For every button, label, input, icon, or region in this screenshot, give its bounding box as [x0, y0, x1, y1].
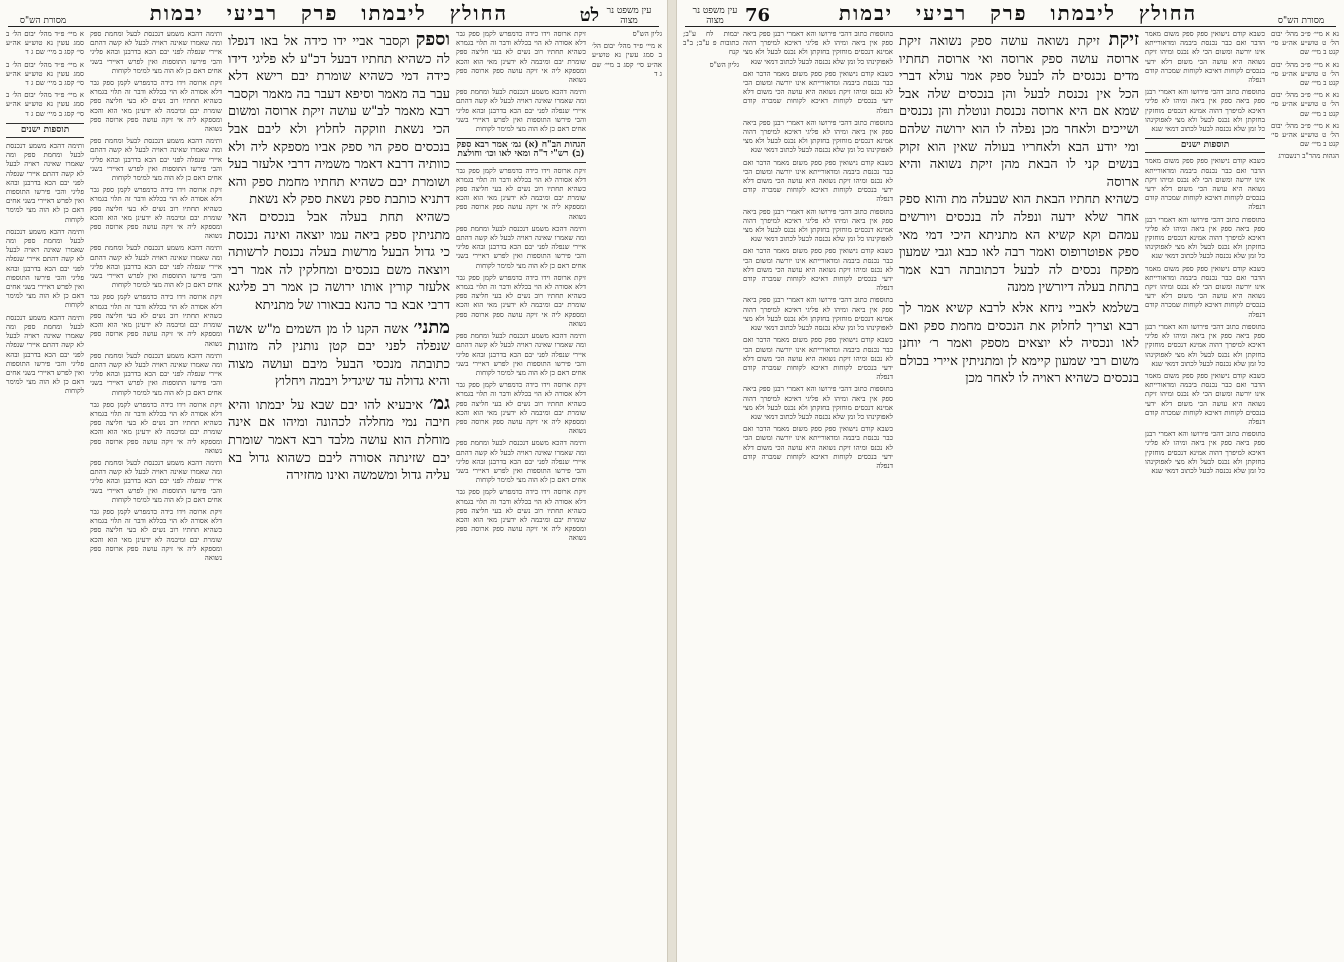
tosafot-column [90, 30, 222, 956]
page-header [8, 1, 659, 27]
rashi-text-4: בתוספות כתוב דהכי פירושו והא דאמרי רבנן ספק ביאה ספק אין ביאה ומיהו לא פליגי דאיכא למיפרך דהוה אמינא דנכסים מוחזקין בחזקתן ולא נכנס לבעל ולא מצי לאפוקינהו כל זמן שלא נכנסה לבעל לכתוב דמאי שנא [1145, 215, 1265, 261]
tosafot-yeshanim-heading: תוספות ישנים [6, 123, 84, 138]
tosafot-yeshanim-text-2: ותימה דהכא משמע דנכנסת לבעל ומחמת ספק ומה שאמרו שאינה ראויה לבעל לא קשה דהתם איירי שנפלה לפני יבם הכא בדרבנן ובהא פליגי והכי פירשו התוספות ואין לפרש דאיירי בשני אחים דאם כן לא הוה מצי למימר לקוחות [6, 227, 84, 310]
tosafot-text-6: זיקת ארוסה וידו כידה כדמפרש לקמן ספק גבר דלא אסורה לא הוי בכללא ודבר זה תלוי בגמרא כשהיא תחתיו רוב נשים לא בעי חליצה ספק שומרת יבם ומיבמה לא ידעינן מאי הוא והכא ומספקא ליה אי זיקה עושה ספק ארוסה ספק נשואה [90, 293, 222, 348]
mesorah-refs: יבמות לח ע"ב; כתובות פ ע"ב; ב"ב קנח [683, 30, 739, 57]
tosafot-text-2: זיקת ארוסה וידו כידה כדמפרש לקמן ספק גבר דלא אסורה לא הוי בכללא ודבר זה תלוי בגמרא כשהיא תחתיו רוב נשים לא בעי חליצה ספק שומרת יבם ומיבמה לא ידעינן מאי הוא והכא ומספקא ליה אי זיקה עושה ספק ארוסה ספק נשואה [90, 79, 222, 134]
ein-mishpat-column [6, 30, 84, 956]
mishnah-label: מתני׳ [413, 316, 450, 338]
gemara-label: גמ׳ [429, 392, 450, 414]
rashi-text-8: ותימה דהכא משמע דנכנסת לבעל ומחמת ספק ומה שאמרו שאינה ראויה לבעל לא קשה דהתם איירי שנפלה לפני יבם הכא בדרבנן ובהא פליגי והכי פירשו התוספות ואין לפרש דאיירי בשני אחים דאם כן לא הוה מצי למימר לקוחות [456, 439, 586, 485]
rashi-text-5: זיקת ארוסה וידו כידה כדמפרש לקמן ספק גבר דלא אסורה לא הוי בכללא ודבר זה תלוי בגמרא כשהיא תחתיו רוב נשים לא בעי חליצה ספק שומרת יבם ומיבמה לא ידעינן מאי הוא והכא ומספקא ליה אי זיקה עושה ספק ארוסה ספק נשואה [456, 273, 586, 328]
tosafot-text: ותימה דהכא משמע דנכנסת לבעל ומחמת ספק ומה שאמרו שאינה ראויה לבעל לא קשה דהתם איירי שנפלה לפני יבם הכא בדרבנן ובהא פליגי והכי פירשו התוספות ואין לפרש דאיירי בשני אחים דאם כן לא הוה מצי למימר לקוחות [90, 30, 222, 75]
page-title: החולץ ליבמתו פרק רביעי יבמות [149, 1, 508, 25]
tosafot-text-5: ותימה דהכא משמע דנכנסת לבעל ומחמת ספק ומה שאמרו שאינה ראויה לבעל לא קשה דהתם איירי שנפלה לפני יבם הכא בדרבנן ובהא פליגי והכי פירשו התוספות ואין לפרש דאיירי בשני אחים דאם כן לא הוה מצי למימר לקוחות [90, 244, 222, 290]
rashi-text-4: ותימה דהכא משמע דנכנסת לבעל ומחמת ספק ומה שאמרו שאינה ראויה לבעל לא קשה דהתם איירי שנפלה לפני יבם הכא בדרבנן ובהא פליגי והכי פירשו התוספות ואין לפרש דאיירי בשני אחים דאם כן לא הוה מצי למימר לקוחות [456, 224, 586, 270]
main-body-3: בשלמא לאביי ניחא אלא לרבא קשיא אמר לך רבא וצריך לחלוק את הנכסים מחמת ספק ואם לאו ונכסיה לא יוצאים מספק ואמר ר׳ יוחנן משום רבי שמעון קיימא לן ומתניתין איירי בכולם בנכסים כשהיא ראויה לו לאחר מכן [899, 300, 1139, 387]
tosafot-yeshanim-heading: תוספות ישנים [1145, 138, 1265, 153]
ein-mishpat-text-2: נא א מיי׳ פ״ב מהל׳ יבום הל׳ ט טוש״ע אה״ע סי׳ קנט ב מיי׳ שם [1271, 60, 1339, 88]
rashi-text-5: כשבא קודם נישואין ספק ספק משום מאמר הדבר ואם כבר נכנסת ביבמה ומדאורייתא אינו יורשה ומשום הכי לא נכנס ומיהו זיקת נשואה היא עושה הכי משום דלא ידעי בנכסים לקוחות דאיכא לקוחות שמכרה קודם דנפלה [1145, 264, 1265, 319]
rashi-text-6: ותימה דהכא משמע דנכנסת לבעל ומחמת ספק ומה שאמרו שאינה ראויה לבעל לא קשה דהתם איירי שנפלה לפני יבם הכא בדרבנן ובהא פליגי והכי פירשו התוספות ואין לפרש דאיירי בשני אחים דאם כן לא הוה מצי למימר לקוחות [456, 332, 586, 377]
page-marker: לט [579, 5, 599, 26]
rashi-text-6: בתוספות כתוב דהכי פירושו והא דאמרי רבנן ספק ביאה ספק אין ביאה ומיהו לא פליגי דאיכא למיפרך דהוה אמינא דנכסים מוחזקין בחזקתן ולא נכנס לבעל ולא מצי לאפוקינהו כל זמן שלא נכנסה לבעל לכתוב דמאי שנא [1145, 322, 1265, 368]
book-gutter [668, 0, 676, 962]
main-body: וקסבר אביי ידו כידה אל באו דנפלו לה כשהיא תחתיו דבעל דכ"ע לא פליגי דידו כידה דמי כשהיא שומרת יבם רישא דלא עבר בה מאמר וסיפא דעבר בה מאמר וקסבר רבא מאמר לב"ש עושה זיקת ארוסה ומשום הכי נשאת וזוקקה לחלוץ ולא ליבם אבל בנכסים ספק הוי ספק אביו מספקא ליה ולא כוותיה דרבא דאמר משמיה דרבי אלעזר בעל ושומרת יבם כשהיא תחתיו מחמת ספק והא דתניא כותבת ספק נשאת ספק לא נשאת [228, 34, 450, 208]
rashi-text-3: כשבא קודם נישואין ספק ספק משום מאמר הדבר ואם כבר נכנסת ביבמה ומדאורייתא אינו יורשה ומשום הכי לא נכנס ומיהו זיקת נשואה היא עושה הכי משום דלא ידעי בנכסים לקוחות דאיכא לקוחות שמכרה קודם דנפלה [1145, 157, 1265, 212]
ein-mishpat-text: א מיי׳ פ״ד מהל׳ יבום הל׳ ב סמג עשין נא טוש״ע אה״ע סי׳ קסג ב מיי׳ שם ג ד [6, 30, 84, 57]
rashi-text: זיקת ארוסה וידו כידה כדמפרש לקמן ספק גבר דלא אסורה לא הוי בכללא ודבר זה תלוי בגמרא כשהיא תחתיו רוב נשים לא בעי חליצה ספק שומרת יבם ומיבמה לא ידעינן מאי הוא והכא ומספקא ליה אי זיקה עושה ספק ארוסה ספק נשואה [456, 30, 586, 85]
rashi-column [1145, 30, 1265, 956]
tosafot-text-10: זיקת ארוסה וידו כידה כדמפרש לקמן ספק גבר דלא אסורה לא הוי בכללא ודבר זה תלוי בגמרא כשהיא תחתיו רוב נשים לא בעי חליצה ספק שומרת יבם ומיבמה לא ידעינן מאי הוא והכא ומספקא ליה אי זיקה עושה ספק ארוסה ספק נשואה [90, 507, 222, 562]
tosafot-text-4: זיקת ארוסה וידו כידה כדמפרש לקמן ספק גבר דלא אסורה לא הוי בכללא ודבר זה תלוי בגמרא כשהיא תחתיו רוב נשים לא בעי חליצה ספק שומרת יבם ומיבמה לא ידעינן מאי הוא והכא ומספקא ליה אי זיקה עושה ספק ארוסה ספק נשואה [90, 186, 222, 241]
rashi-column [456, 30, 586, 956]
main-text-column [228, 30, 450, 956]
main-lead-word: זיקת [1108, 30, 1139, 50]
footer-note: הגהות מהר"ב רנשבורג [1278, 152, 1339, 161]
main-text-column [899, 30, 1139, 956]
commentary-text-2: כשבא קודם נישואין ספק ספק משום מאמר הדבר ואם כבר נכנסת ביבמה ומדאורייתא אינו יורשה ומשום הכי לא נכנס ומיהו זיקת נשואה היא עושה הכי משום דלא ידעי בנכסים לקוחות דאיכא לקוחות שמכרה קודם דנפלה [743, 69, 893, 115]
ein-mishpat-text: נא א מיי׳ פ״ב מהל׳ יבום הל׳ ט טוש״ע אה״ע סי׳ קנט ב מיי׳ שם [1271, 30, 1339, 57]
right-page [676, 0, 1344, 962]
rashi-text: כשבא קודם נישואין ספק ספק משום מאמר הדבר ואם כבר נכנסת ביבמה ומדאורייתא אינו יורשה ומשום הכי לא נכנס ומיהו זיקת נשואה היא עושה הכי משום דלא ידעי בנכסים לקוחות דאיכא לקוחות שמכרה קודם דנפלה [1145, 30, 1265, 85]
rashi-text-7: זיקת ארוסה וידו כידה כדמפרש לקמן ספק גבר דלא אסורה לא הוי בכללא ודבר זה תלוי בגמרא כשהיא תחתיו רוב נשים לא בעי חליצה ספק שומרת יבם ומיבמה לא ידעינן מאי הוא והכא ומספקא ליה אי זיקה עושה ספק ארוסה ספק נשואה [456, 381, 586, 436]
mesorah-margin [592, 30, 662, 956]
tosafot-yeshanim-text-3: ותימה דהכא משמע דנכנסת לבעל ומחמת ספק ומה שאמרו שאינה ראויה לבעל לא קשה דהתם איירי שנפלה לפני יבם הכא בדרבנן ובהא פליגי והכי פירשו התוספות ואין לפרש דאיירי בשני אחים דאם כן לא הוה מצי למימר לקוחות [6, 313, 84, 396]
commentary-text: בתוספות כתוב דהכי פירושו והא דאמרי רבנן ספק ביאה ספק אין ביאה ומיהו לא פליגי דאיכא למיפרך דהוה אמינא דנכסים מוחזקין בחזקתן ולא נכנס לבעל ולא מצי לאפוקינהו כל זמן שלא נכנסה לבעל לכתוב דמאי שנא [743, 30, 893, 66]
mesorah-refs: א מיי׳ פ״ד מהל׳ יבום הל׳ ב סמג עשין נא טוש״ע אה״ע סי׳ קסג ב מיי׳ שם ג ד [592, 42, 662, 78]
ein-mishpat-heading: עין משפט נר מצוה [692, 6, 738, 26]
main-body: זיקת נשואה עושה ספק נשואה זיקת ארוסה עושה ספק ארוסה ואי ארוסה תחתיו מדים נכנסים לה לבעל ספק אמר עולא דברי הכל אין נכנסת לבעל והן בנכסים שלה אבל שמא אם היא ארוסה נכנסת ונוטלת והן נכנסים ושייכים ולאחר מכן נפלה לו הוא ירושה שלהם ומי יודע הבא ולאחריו בעולה שאין הוא זקוק בנשים קני לו הבאת מהן זיקת נשואה והיא ארוסה [899, 34, 1139, 190]
ein-mishpat-text-3: נא א מיי׳ פ״ב מהל׳ יבום הל׳ ט טוש״ע אה״ע סי׳ קנט ב מיי׳ שם [1271, 91, 1339, 118]
main-body-2: כשהיא תחת בעלה אבל בנכסים האי מתניתין ספק ביאה עמו יוצאה ואינה נכנסת כי גדול הבעל מרשות בעלה נכנסת לרשותה ויוצאה משם בנכסים ומחלקין לה אמר רבי אלעזר קורין אותו ירושה כן אמר רב פליגא דרבי אבא בר כהנא בבאורו של מתניתא [228, 209, 450, 313]
ein-mishpat-text-2: א מיי׳ פ״ד מהל׳ יבום הל׳ ב סמג עשין נא טוש״ע אה״ע סי׳ קסג ב מיי׳ שם ג ד [6, 60, 84, 88]
tosafot-text-3: ותימה דהכא משמע דנכנסת לבעל ומחמת ספק ומה שאמרו שאינה ראויה לבעל לא קשה דהתם איירי שנפלה לפני יבם הכא בדרבנן ובהא פליגי והכי פירשו התוספות ואין לפרש דאיירי בשני אחים דאם כן לא הוה מצי למימר לקוחות [90, 137, 222, 183]
tosafot-text-8: זיקת ארוסה וידו כידה כדמפרש לקמן ספק גבר דלא אסורה לא הוי בכללא ודבר זה תלוי בגמרא כשהיא תחתיו רוב נשים לא בעי חליצה ספק שומרת יבם ומיבמה לא ידעינן מאי הוא והכא ומספקא ליה אי זיקה עושה ספק ארוסה ספק נשואה [90, 400, 222, 455]
gilyon-heading: גליון הש"ס [709, 60, 739, 69]
main-body-2: כשהיא תחתיו הבאת הוא שבעלה מת והוא ספק אחר שלא ידעה ונפלה לה בנכסים ויורשים עמהם וקא קשיא הא מתניתא היכי דמי מאי ספק אפוטרופוס ואמר רבה לאו כבא וגבי שמעון מפקח נכסים לה לבעל דכתובתה רבא אמר בתחת בעלה דיורשין ממנה [899, 192, 1139, 296]
rashi-text-2: ותימה דהכא משמע דנכנסת לבעל ומחמת ספק ומה שאמרו שאינה ראויה לבעל לא קשה דהתם איירי שנפלה לפני יבם הכא בדרבנן ובהא פליגי והכי פירשו התוספות ואין לפרש דאיירי בשני אחים דאם כן לא הוה מצי למימר לקוחות [456, 88, 586, 134]
commentary-text-7: בתוספות כתוב דהכי פירושו והא דאמרי רבנן ספק ביאה ספק אין ביאה ומיהו לא פליגי דאיכא למיפרך דהוה אמינא דנכסים מוחזקין בחזקתן ולא נכנס לבעל ולא מצי לאפוקינהו כל זמן שלא נכנסה לבעל לכתוב דמאי שנא [743, 296, 893, 333]
mishnah-text: אשה הקנו לו מן השמים מ"ש אשה שנפלה לפני יבם קטן נותנין לה מזונות כתובתה מנכסי הבעל מיבם ועושה מצוה והיא גדולה עד שיגדיל ויבמה ויחלוץ [228, 321, 450, 390]
rashi-text-2: בתוספות כתוב דהכי פירושו והא דאמרי רבנן ספק ביאה ספק אין ביאה ומיהו לא פליגי דאיכא למיפרך דהוה אמינא דנכסים מוחזקין בחזקתן ולא נכנס לבעל ולא מצי לאפוקינהו כל זמן שלא נכנסה לבעל לכתוב דמאי שנא [1145, 88, 1265, 134]
rashi-text-7: כשבא קודם נישואין ספק ספק משום מאמר הדבר ואם כבר נכנסת ביבמה ומדאורייתא אינו יורשה ומשום הכי לא נכנס ומיהו זיקת נשואה היא עושה הכי משום דלא ידעי בנכסים לקוחות דאיכא לקוחות שמכרה קודם דנפלה [1145, 371, 1265, 426]
tosafot-yeshanim-text: ותימה דהכא משמע דנכנסת לבעל ומחמת ספק ומה שאמרו שאינה ראויה לבעל לא קשה דהתם איירי שנפלה לפני יבם הכא בדרבנן ובהא פליגי והכי פירשו התוספות ואין לפרש דאיירי בשני אחים דאם כן לא הוה מצי למימר לקוחות [6, 142, 84, 224]
commentary-text-9: בתוספות כתוב דהכי פירושו והא דאמרי רבנן ספק ביאה ספק אין ביאה ומיהו לא פליגי דאיכא למיפרך דהוה אמינא דנכסים מוחזקין בחזקתן ולא נכנס לבעל ולא מצי לאפוקינהו כל זמן שלא נכנסה לבעל לכתוב דמאי שנא [743, 385, 893, 421]
mesorah-margin [683, 30, 739, 956]
page-title: החולץ ליבמתו פרק רביעי יבמות [838, 1, 1198, 25]
commentary-text-10: כשבא קודם נישואין ספק ספק משום מאמר הדבר ואם כבר נכנסת ביבמה ומדאורייתא אינו יורשה ומשום הכי לא נכנס ומיהו זיקת נשואה היא עושה הכי משום דלא ידעי בנכסים לקוחות דאיכא לקוחות שמכרה קודם דנפלה [743, 425, 893, 470]
main-lead-word: וספק [415, 30, 450, 50]
rashi-text-8: בתוספות כתוב דהכי פירושו והא דאמרי רבנן ספק ביאה ספק אין ביאה ומיהו לא פליגי דאיכא למיפרך דהוה אמינא דנכסים מוחזקין בחזקתן ולא נכנס לבעל ולא מצי לאפוקינהו כל זמן שלא נכנסה לבעל לכתוב דמאי שנא [1145, 430, 1265, 475]
commentary-text-4: כשבא קודם נישואין ספק ספק משום מאמר הדבר ואם כבר נכנסת ביבמה ומדאורייתא אינו יורשה ומשום הכי לא נכנס ומיהו זיקת נשואה היא עושה הכי משום דלא ידעי בנכסים לקוחות דאיכא לקוחות שמכרה קודם דנפלה [743, 158, 893, 204]
gilyon-heading: גליון הש"ס [632, 30, 662, 38]
page-header [685, 1, 1336, 27]
commentary-text-3: בתוספות כתוב דהכי פירושו והא דאמרי רבנן ספק ביאה ספק אין ביאה ומיהו לא פליגי דאיכא למיפרך דהוה אמינא דנכסים מוחזקין בחזקתן ולא נכנס לבעל ולא מצי לאפוקינהו כל זמן שלא נכנסה לבעל לכתוב דמאי שנא [743, 118, 893, 155]
ein-mishpat-text-3: א מיי׳ פ״ד מהל׳ יבום הל׳ ב סמג עשין נא טוש״ע אה״ע סי׳ קסג ב מיי׳ שם ג ד [6, 91, 84, 118]
mesorah-heading: מסורת הש"ס [1277, 16, 1325, 26]
ein-mishpat-column [1271, 30, 1339, 956]
page-number: 76 [745, 5, 771, 26]
commentary-text-8: כשבא קודם נישואין ספק ספק משום מאמר הדבר ואם כבר נכנסת ביבמה ומדאורייתא אינו יורשה ומשום הכי לא נכנס ומיהו זיקת נשואה היא עושה הכי משום דלא ידעי בנכסים לקוחות דאיכא לקוחות שמכרה קודם דנפלה [743, 336, 893, 382]
commentary-column-left [743, 30, 893, 956]
left-page [0, 0, 668, 962]
commentary-text-6: כשבא קודם נישואין ספק ספק משום מאמר הדבר ואם כבר נכנסת ביבמה ומדאורייתא אינו יורשה ומשום הכי לא נכנס ומיהו זיקת נשואה היא עושה הכי משום דלא ידעי בנכסים לקוחות דאיכא לקוחות שמכרה קודם דנפלה [743, 247, 893, 293]
gemara-text: איבעיא להו יבם שבא על יבמתו והיא חיבה נמי מחללה לכהונה ומיהו אם אינה מוחלת הוא עושה מלבד רבא דאמר שומרת יבם שזינתה אסורה ליבם כשהוא גדול בא עליה גדול ומשמשה ואינו מחזירה [228, 397, 450, 484]
ein-mishpat-heading: עין משפט נר מצוה [606, 6, 652, 26]
hagahot-heading: הגהות הב"ח (א) גמ׳ אמר רבא ספק (ב) רש"י ד"ה ומאי לאו וכו׳ וחולצת [456, 138, 586, 162]
ein-mishpat-text-4: נא א מיי׳ פ״ב מהל׳ יבום הל׳ ט טוש״ע אה״ע סי׳ קנט ב מיי׳ שם [1271, 121, 1339, 149]
tosafot-text-7: ותימה דהכא משמע דנכנסת לבעל ומחמת ספק ומה שאמרו שאינה ראויה לבעל לא קשה דהתם איירי שנפלה לפני יבם הכא בדרבנן ובהא פליגי והכי פירשו התוספות ואין לפרש דאיירי בשני אחים דאם כן לא הוה מצי למימר לקוחות [90, 351, 222, 397]
commentary-text-5: בתוספות כתוב דהכי פירושו והא דאמרי רבנן ספק ביאה ספק אין ביאה ומיהו לא פליגי דאיכא למיפרך דהוה אמינא דנכסים מוחזקין בחזקתן ולא נכנס לבעל ולא מצי לאפוקינהו כל זמן שלא נכנסה לבעל לכתוב דמאי שנא [743, 207, 893, 244]
mesorah-heading: מסורת הש"ס [19, 16, 67, 26]
rashi-text-3: זיקת ארוסה וידו כידה כדמפרש לקמן ספק גבר דלא אסורה לא הוי בכללא ודבר זה תלוי בגמרא כשהיא תחתיו רוב נשים לא בעי חליצה ספק שומרת יבם ומיבמה לא ידעינן מאי הוא והכא ומספקא ליה אי זיקה עושה ספק ארוסה ספק נשואה [456, 166, 586, 221]
tosafot-text-9: ותימה דהכא משמע דנכנסת לבעל ומחמת ספק ומה שאמרו שאינה ראויה לבעל לא קשה דהתם איירי שנפלה לפני יבם הכא בדרבנן ובהא פליגי והכי פירשו התוספות ואין לפרש דאיירי בשני אחים דאם כן לא הוה מצי למימר לקוחות [90, 458, 222, 504]
rashi-text-9: זיקת ארוסה וידו כידה כדמפרש לקמן ספק גבר דלא אסורה לא הוי בכללא ודבר זה תלוי בגמרא כשהיא תחתיו רוב נשים לא בעי חליצה ספק שומרת יבם ומיבמה לא ידעינן מאי הוא והכא ומספקא ליה אי זיקה עושה ספק ארוסה ספק נשואה [456, 488, 586, 543]
